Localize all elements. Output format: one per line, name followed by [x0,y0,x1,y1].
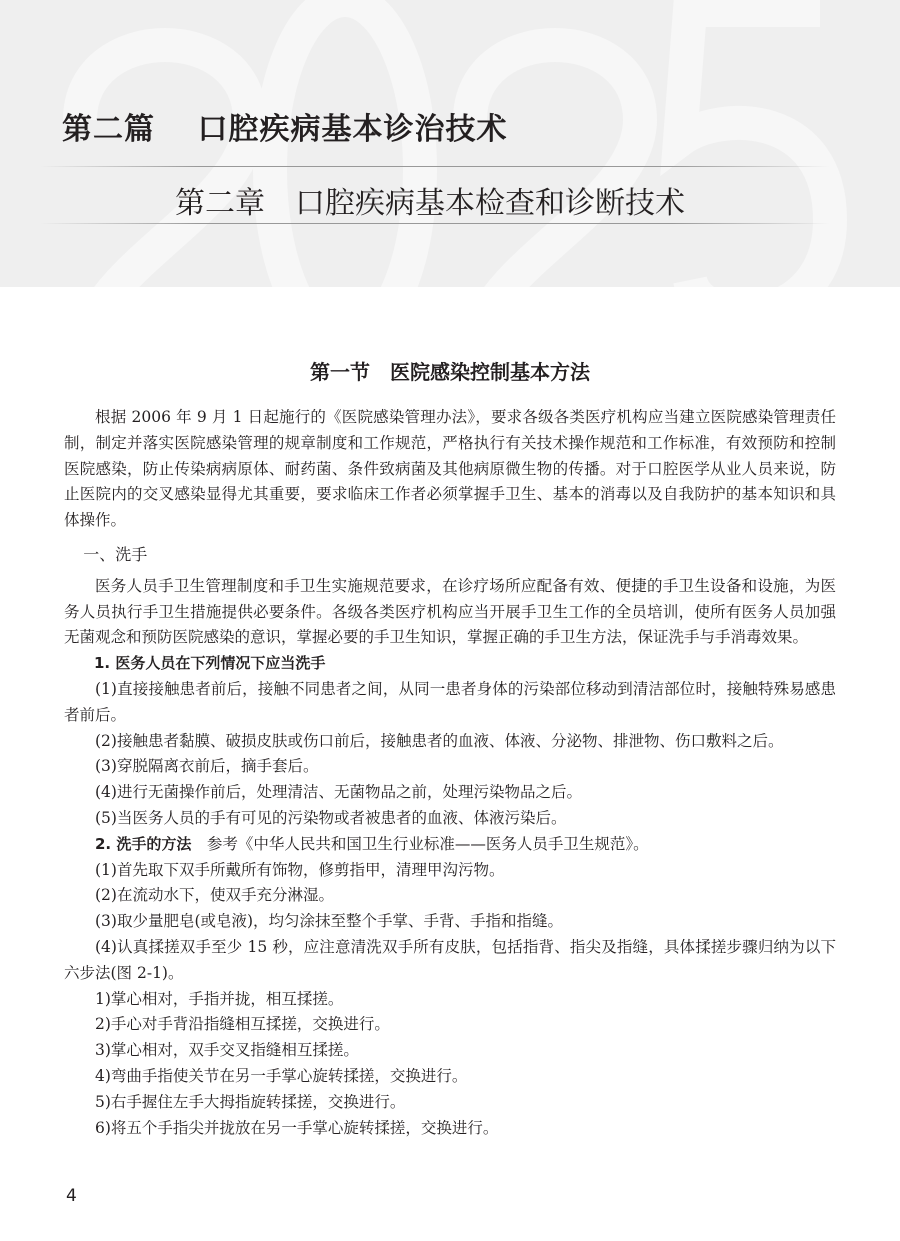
list-item: (1)直接接触患者前后，接触不同患者之间，从同一患者身体的污染部位移动到清洁部位时，接触特殊易感患者前后。 [64,679,836,724]
list-item: (5)当医务人员的手有可见的污染物或者被患者的血液、体液污染后。 [95,808,567,827]
reference: 参考《中华人民共和国卫生行业标准——医务人员手卫生规范》。 [191,834,649,853]
section-title: 第一节 医院感染控制基本方法 [310,360,590,384]
body-text [64,405,836,1141]
intro-paragraph: 根据 2006 年 9 月 1 日起施行的《医院感染管理办法》，要求各级各类医疗机构应当建立医院感染管理责任制，制定并落实医院感染管理的规章制度和工作规范，严格执行有关技术操作规范和工作标准，有效预防和控制医院感染，防止传染病病原体、耐药菌、条件致病菌及其他病原微生物的传播。对于口腔医学从业人员来说，防止医院内的交叉感染显得尤其重要，要求临床工作者必须掌握手卫生、基本的消毒以及自我防护的基本知识和具体操作。 [64,408,836,530]
heading-hand-washing: 一、洗手 [83,544,148,564]
subheading: 2. 洗手的方法 [95,834,192,853]
list-item: 6)将五个手指尖并拢放在另一手掌心旋转揉搓，交换进行。 [95,1118,499,1137]
paragraph: 医务人员手卫生管理制度和手卫生实施规范要求，在诊疗场所应配备有效、便捷的手卫生设备和设施，为医务人员执行手卫生措施提供必要条件。各级各类医疗机构应当开展手卫生工作的全员培训，使所有医务人员加强无菌观念和预防医院感染的意识，掌握必要的手卫生知识，掌握正确的手卫生方法，保证洗手与手消毒效果。 [64,576,836,647]
divider [40,166,830,167]
list-item: (3)穿脱隔离衣前后，摘手套后。 [95,757,319,776]
part-title: 第二篇 口腔疾病基本诊治技术 [62,112,508,147]
list-item: (2)在流动水下，使双手充分淋湿。 [95,886,334,905]
chapter-title: 第二章 口腔疾病基本检查和诊断技术 [175,186,685,221]
subheading: 1. 医务人员在下列情况下应当洗手 [94,654,326,673]
list-item: 2)手心对手背沿指缝相互揉搓，交换进行。 [95,1015,390,1034]
list-item: 3)掌心相对，双手交叉指缝相互揉搓。 [95,1041,359,1060]
divider [40,223,830,224]
list-item: 1)掌心相对，手指并拢，相互揉搓。 [95,989,344,1008]
list-item: (4)进行无菌操作前后，处理清洁、无菌物品之前，处理污染物品之后。 [95,783,582,802]
list-item: (1)首先取下双手所戴所有饰物，修剪指甲，清理甲沟污物。 [95,860,505,879]
list-item: (3)取少量肥皂(或皂液)，均匀涂抹至整个手掌、手背、手指和指缝。 [95,912,564,931]
watermark-digit [680,10,830,287]
list-item: 4)弯曲手指使关节在另一手掌心旋转揉搓，交换进行。 [95,1066,468,1085]
list-item: (4)认真揉搓双手至少 15 秒，应注意清洗双手所有皮肤，包括指背、指尖及指缝，具体揉搓步骤归纳为以下六步法(图 2-1)。 [64,937,836,982]
list-item: 5)右手握住左手大拇指旋转揉搓，交换进行。 [95,1092,406,1111]
chapter-header-band [0,0,900,287]
list-item: (2)接触患者黏膜、破损皮肤或伤口前后，接触患者的血液、体液、分泌物、排泄物、伤口敷料之后。 [95,731,784,750]
page-number: 4 [66,1186,77,1206]
subheading-line [64,832,836,858]
